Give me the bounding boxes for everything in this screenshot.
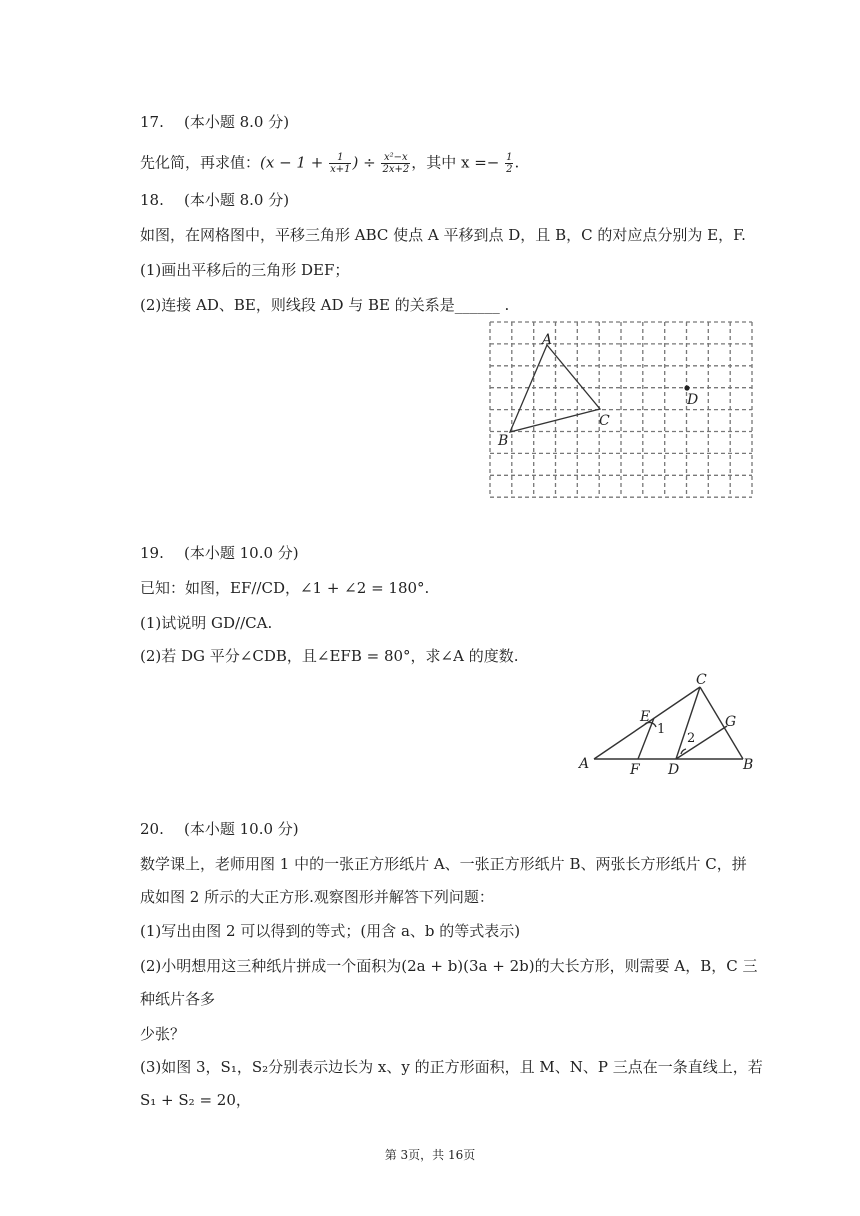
q17-header [140, 112, 289, 132]
q17-fraction-2: $\frac{\text{x²−x}}{2x+2}$ [382, 152, 410, 175]
label-c: C [599, 413, 610, 429]
label-d: D [668, 762, 680, 778]
q18-number: 18. [140, 191, 164, 209]
q20-tag: (本小题 10.0 分) [184, 820, 299, 838]
q20-line-3: (1)写出由图 2 可以得到的等式；(用含 a、b 的等式表示) [140, 922, 521, 940]
q17-number: 17. [140, 113, 164, 131]
q17-fraction-1: $\frac{1}{x+1}$ [330, 152, 351, 175]
q19-line-1: 已知：如图，EF//CD，∠1 + ∠2 = 180°. [140, 579, 430, 597]
q18-line-2: (1)画出平移后的三角形 DEF； [140, 261, 350, 279]
q17-expr-a: (x − 1 + [260, 153, 329, 172]
label-a: A [542, 332, 553, 348]
q19-header [140, 543, 299, 563]
q17-expr-c: ，其中 x =− [411, 153, 505, 172]
label-b: B [743, 757, 754, 773]
segment-dg [676, 726, 727, 759]
segment-cb [700, 687, 743, 759]
q17-fraction-3: $\frac{1}{2}$ [506, 152, 513, 175]
label-e: E [640, 709, 651, 725]
label-d: D [687, 392, 699, 408]
q20-line-2: 成如图 2 所示的大正方形.观察图形并解答下列问题： [140, 888, 494, 906]
q20-line-5: 种纸片各多 [140, 990, 216, 1008]
q19-triangle-figure [575, 670, 765, 780]
angle-1-label: 1 [657, 722, 666, 737]
q17-problem: 先化简，再求值：(x − 1 + $\frac{1}{x+1}$ ) ÷ $\frac{\text{x²−x}}{2x+2}$ ，其中 x =− $\frac{1}{2}$ . [140, 152, 520, 175]
q20-number: 20. [140, 820, 164, 838]
label-c: C [696, 672, 707, 688]
label-b: B [498, 433, 509, 449]
q18-tag: (本小题 8.0 分) [184, 191, 290, 209]
q17-expr-b: ) ÷ [352, 153, 381, 172]
q19-number: 19. [140, 544, 164, 562]
q17-prefix: 先化简，再求值： [140, 153, 261, 172]
q17-tag: (本小题 8.0 分) [184, 113, 290, 131]
q20-line-1: 数学课上，老师用图 1 中的一张正方形纸片 A、一张正方形纸片 B、两张长方形纸片 C，拼 [140, 855, 747, 873]
q18-line-1: 如图，在网格图中，平移三角形 ABC 使点 A 平移到点 D，且 B，C 的对应点分别为 E，F. [140, 226, 746, 244]
angle-2-label: 2 [687, 731, 696, 746]
point-d [684, 385, 689, 390]
q20-line-4: (2)小明想用这三种纸片拼成一个面积为(2a + b)(3a + 2b)的大长方形，则需要 A，B，C 三 [140, 957, 758, 975]
dashed-grid [490, 322, 752, 497]
label-g: G [725, 714, 737, 730]
q19-tag: (本小题 10.0 分) [184, 544, 299, 562]
q18-header [140, 190, 289, 210]
segment-cd [676, 687, 700, 759]
q20-line-7: (3)如图 3，S₁，S₂分别表示边长为 x、y 的正方形面积，且 M、N、P 三点在一条直线上，若 [140, 1058, 763, 1076]
q20-header [140, 819, 299, 839]
label-f: F [630, 762, 640, 778]
page-footer: 第 3页，共 16页 [384, 1148, 476, 1162]
q20-line-6: 少张？ [140, 1025, 186, 1043]
q18-grid-figure [490, 322, 755, 500]
q18-line-3: (2)连接 AD、BE，则线段 AD 与 BE 的关系是______ . [140, 296, 510, 314]
label-a: A [579, 756, 590, 772]
q20-line-8: S₁ + S₂ = 20， [140, 1091, 251, 1109]
q19-line-3: (2)若 DG 平分∠CDB，且∠EFB = 80°，求∠A 的度数. [140, 647, 519, 665]
q19-line-2: (1)试说明 GD//CA. [140, 614, 273, 632]
